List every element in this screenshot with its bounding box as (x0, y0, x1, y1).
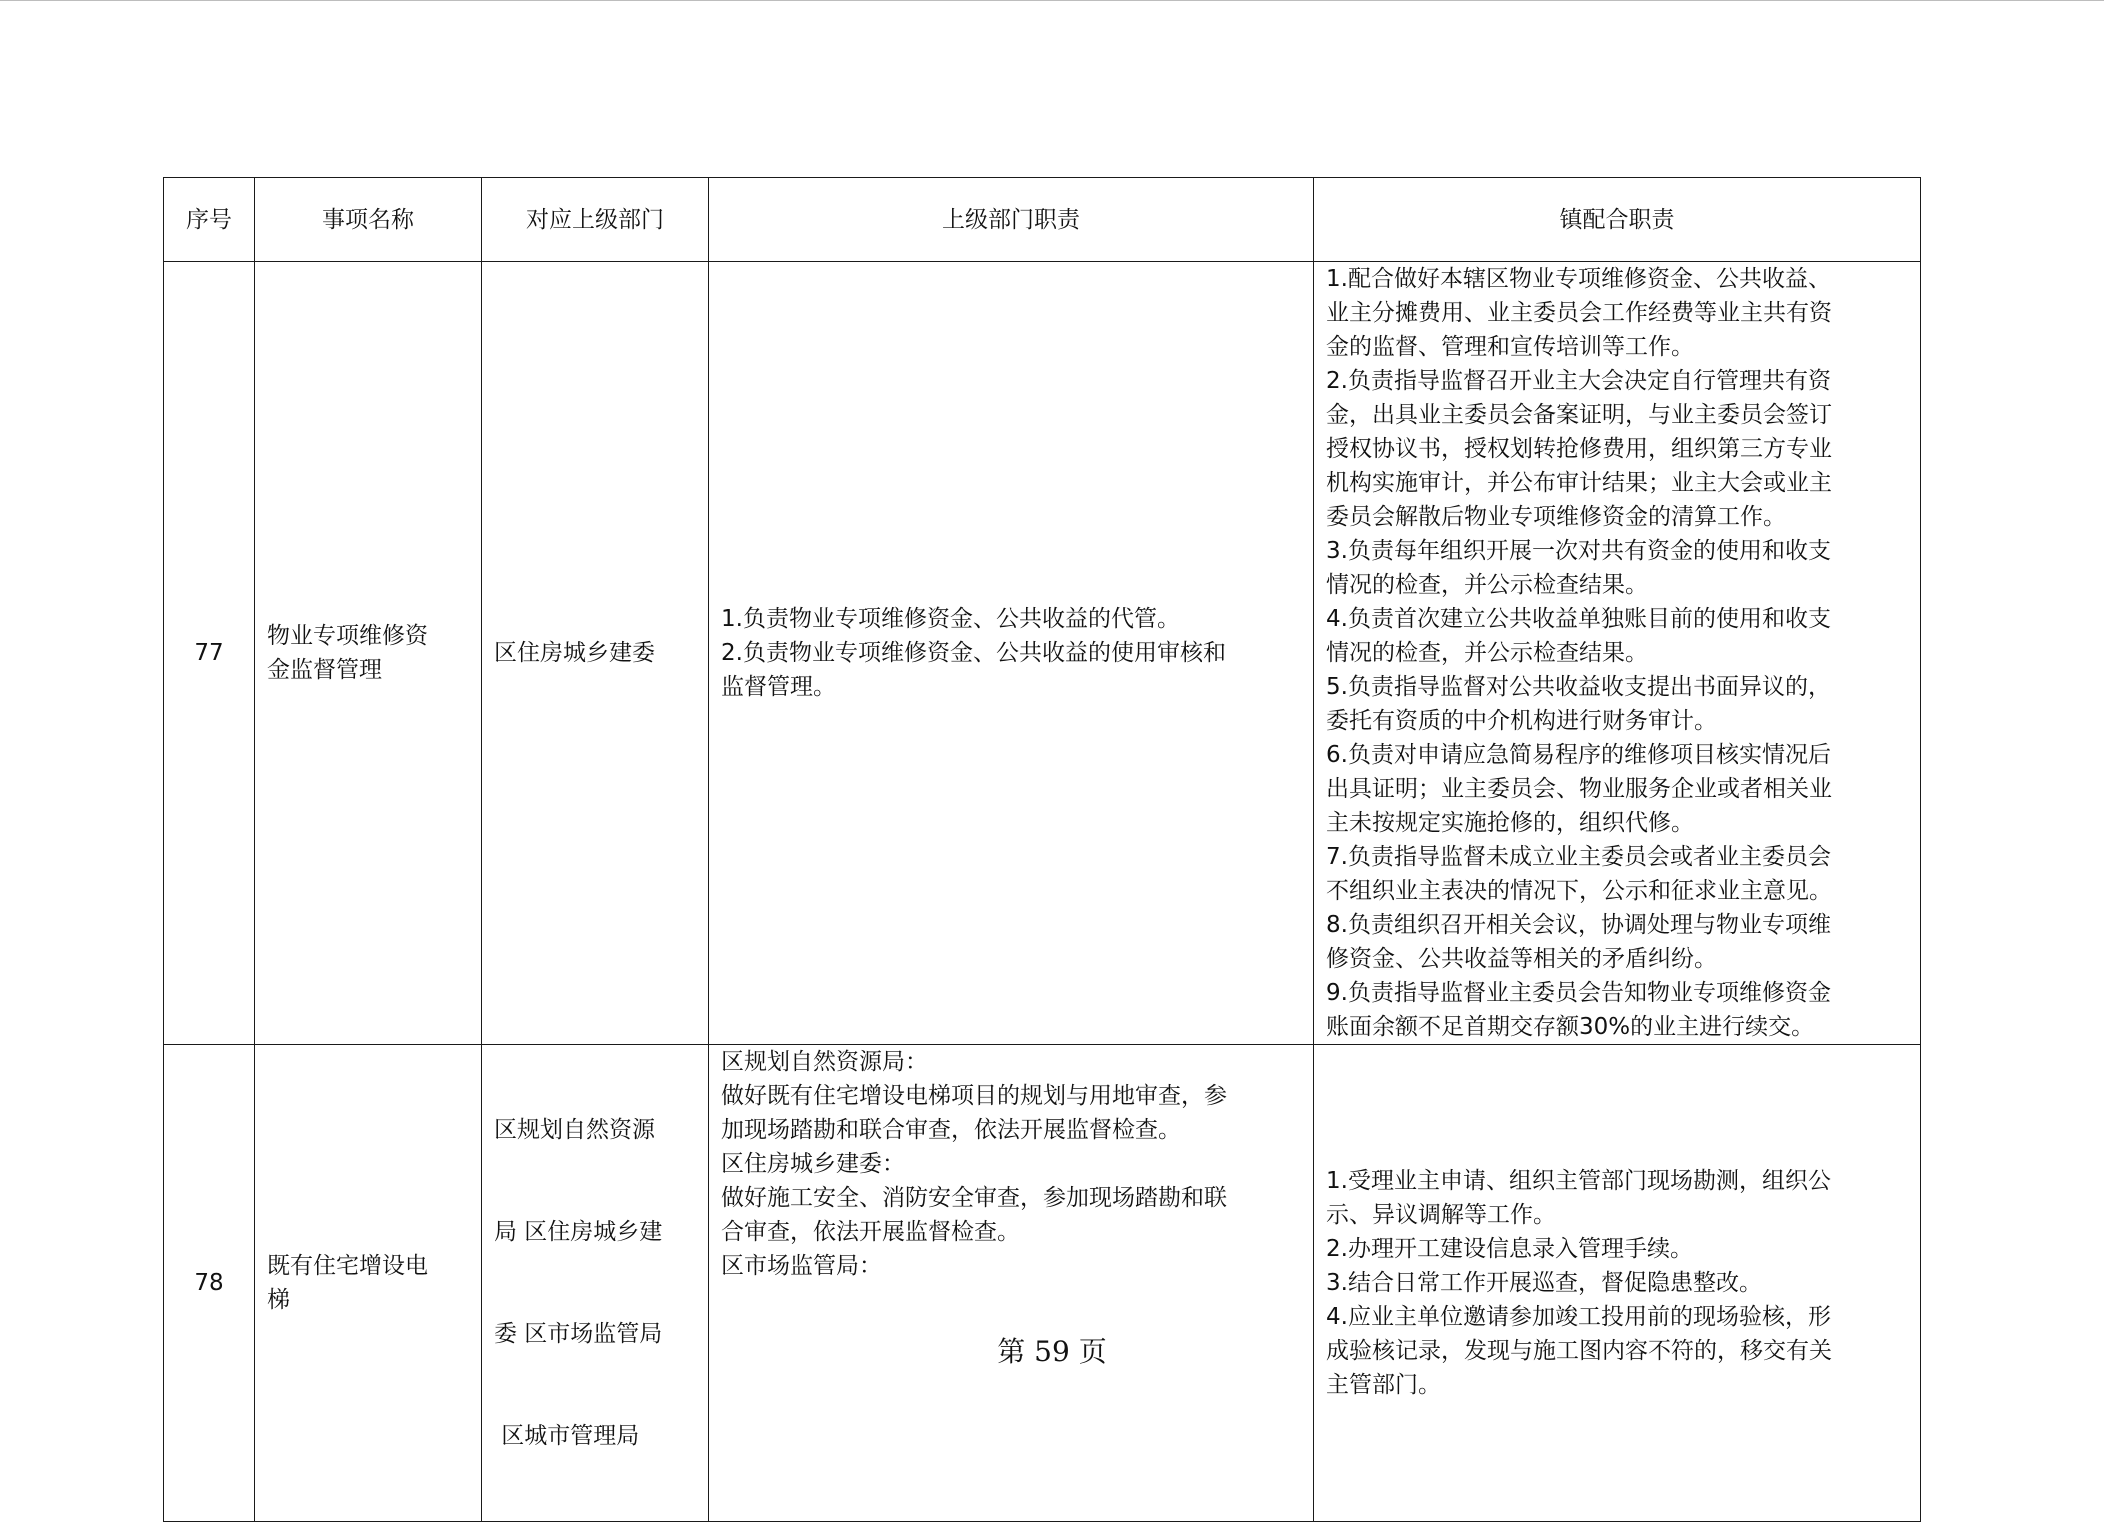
cell-line: 区城市管理局 (494, 1423, 640, 1449)
cell-line: 业主分摊费用、业主委员会工作经费等业主共有资 (1326, 300, 1832, 326)
table-header-row (164, 178, 1921, 262)
cell-line: 示、异议调解等工作。 (1326, 1202, 1556, 1228)
table-row (164, 262, 1921, 1045)
cell-line: 区市场监管局： (721, 1253, 882, 1279)
cell-line: 9.负责指导监督业主委员会告知物业专项维修资金 (1326, 980, 1831, 1006)
item-name-cell (255, 262, 482, 1045)
town-duties-cell (1314, 262, 1921, 1045)
cell-line: 既有住宅增设电 (267, 1253, 428, 1279)
cell-line: 账面余额不足首期交存额30%的业主进行续交。 (1326, 1014, 1815, 1040)
cell-line: 合审查，依法开展监督检查。 (721, 1219, 1020, 1245)
cell-line: 机构实施审计，并公布审计结果；业主大会或业主 (1326, 470, 1832, 496)
cell-line: 金，出具业主委员会备案证明，与业主委员会签订 (1326, 402, 1832, 428)
header-upper-duties: 上级部门职责 (709, 178, 1314, 262)
cell-line: 物业专项维修资 (267, 623, 428, 649)
cell-line: 出具证明；业主委员会、物业服务企业或者相关业 (1326, 776, 1832, 802)
cell-line: 2.办理开工建设信息录入管理手续。 (1326, 1236, 1693, 1262)
duties-table (163, 177, 1921, 1522)
cell-line: 4.负责首次建立公共收益单独账目前的使用和收支 (1326, 606, 1831, 632)
header-town-duties: 镇配合职责 (1314, 178, 1921, 262)
cell-line: 情况的检查，并公示检查结果。 (1326, 572, 1648, 598)
cell-line: 7.负责指导监督未成立业主委员会或者业主委员会 (1326, 844, 1831, 870)
cell-line: 6.负责对申请应急简易程序的维修项目核实情况后 (1326, 742, 1831, 768)
cell-line: 加现场踏勘和联合审查，依法开展监督检查。 (721, 1117, 1181, 1143)
cell-line: 授权协议书，授权划转抢修费用，组织第三方专业 (1326, 436, 1832, 462)
cell-line: 1.负责物业专项维修资金、公共收益的代管。 (721, 606, 1180, 632)
cell-line: 委员会解散后物业专项维修资金的清算工作。 (1326, 504, 1786, 530)
cell-line: 修资金、公共收益等相关的矛盾纠纷。 (1326, 946, 1717, 972)
cell-line: 委托有资质的中介机构进行财务审计。 (1326, 708, 1717, 734)
row-number: 77 (164, 262, 255, 1045)
cell-line: 金的监督、管理和宣传培训等工作。 (1326, 334, 1694, 360)
cell-line: 委 区市场监管局 (494, 1321, 663, 1347)
cell-line: 1.配合做好本辖区物业专项维修资金、公共收益、 (1326, 266, 1831, 292)
cell-line: 金监督管理 (267, 657, 382, 683)
header-upper-dept: 对应上级部门 (482, 178, 709, 262)
cell-line: 做好施工安全、消防安全审查，参加现场踏勘和联 (721, 1185, 1227, 1211)
page-number: 第 59 页 (997, 1335, 1107, 1368)
town-duties-cell (1314, 1045, 1921, 1522)
cell-line: 4.应业主单位邀请参加竣工投用前的现场验核，形 (1326, 1304, 1831, 1330)
cell-line: 主未按规定实施抢修的，组织代修。 (1326, 810, 1694, 836)
header-no: 序号 (164, 178, 255, 262)
cell-line: 不组织业主表决的情况下，公示和征求业主意见。 (1326, 878, 1832, 904)
header-item-name: 事项名称 (255, 178, 482, 262)
cell-line: 3.结合日常工作开展巡查，督促隐患整改。 (1326, 1270, 1762, 1296)
cell-line: 区住房城乡建委 (494, 640, 655, 666)
upper-duties-cell (709, 262, 1314, 1045)
cell-line: 监督管理。 (721, 674, 836, 700)
cell-line: 8.负责组织召开相关会议，协调处理与物业专项维 (1326, 912, 1831, 938)
upper-dept-cell (482, 1045, 709, 1522)
cell-line: 情况的检查，并公示检查结果。 (1326, 640, 1648, 666)
upper-duties-cell (709, 1045, 1314, 1522)
cell-line: 2.负责物业专项维修资金、公共收益的使用审核和 (721, 640, 1226, 666)
item-name-cell (255, 1045, 482, 1522)
upper-dept-cell (482, 262, 709, 1045)
cell-line: 区规划自然资源 (494, 1117, 655, 1143)
cell-line: 梯 (267, 1287, 290, 1313)
row-number: 78 (164, 1045, 255, 1522)
cell-line: 区住房城乡建委： (721, 1151, 905, 1177)
cell-line: 3.负责每年组织开展一次对共有资金的使用和收支 (1326, 538, 1831, 564)
page-top-border (0, 0, 2104, 1)
cell-line: 主管部门。 (1326, 1372, 1441, 1398)
cell-line: 5.负责指导监督对公共收益收支提出书面异议的， (1326, 674, 1831, 700)
cell-line: 成验核记录，发现与施工图内容不符的，移交有关 (1326, 1338, 1832, 1364)
cell-line: 1.受理业主申请、组织主管部门现场勘测，组织公 (1326, 1168, 1831, 1194)
cell-line: 局 区住房城乡建 (494, 1219, 663, 1245)
cell-line: 做好既有住宅增设电梯项目的规划与用地审查，参 (721, 1083, 1227, 1109)
cell-line: 区规划自然资源局： (721, 1049, 928, 1075)
table-row (164, 1045, 1921, 1522)
cell-line: 2.负责指导监督召开业主大会决定自行管理共有资 (1326, 368, 1831, 394)
